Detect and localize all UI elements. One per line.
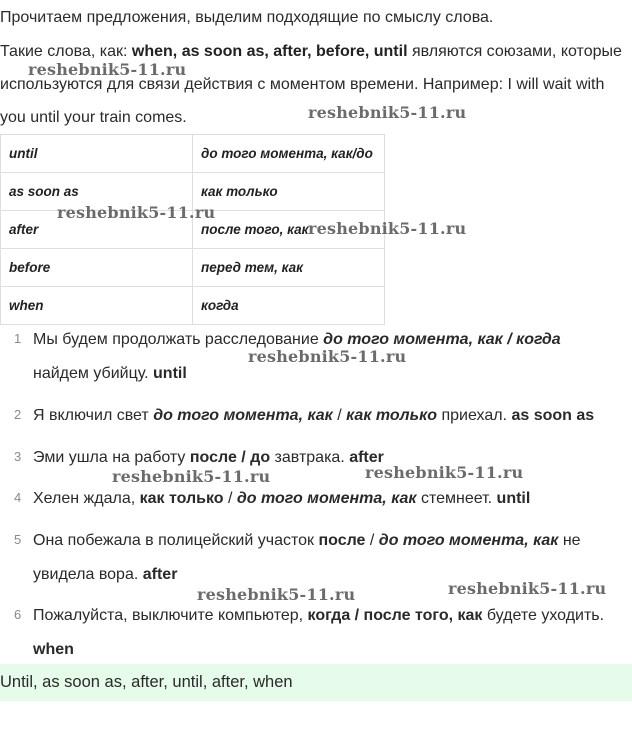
- exercise-answer: as soon as: [511, 407, 595, 424]
- exercise-pre: Я включил свет: [33, 407, 154, 424]
- exercise-options: до того момента, как: [378, 532, 559, 549]
- vocab-ru: перед тем, как: [193, 249, 385, 287]
- vocab-en: before: [1, 249, 193, 287]
- exercise-options: как только: [139, 490, 224, 507]
- exercise-pre: Эми ушла на работу: [33, 449, 190, 466]
- exercise-answer: until: [153, 365, 187, 382]
- intro-start: Такие слова, как:: [0, 43, 132, 60]
- watermark: reshebnik5-11.ru: [448, 579, 607, 598]
- exercise-number: 5: [14, 532, 22, 547]
- exercise-text: [33, 599, 623, 667]
- exercise-post: будете уходить.: [482, 607, 605, 624]
- exercise-answer: until: [496, 490, 531, 507]
- exercise-options: как только: [346, 407, 438, 424]
- vocab-en: after: [1, 211, 193, 249]
- exercise-pre: Хелен ждала,: [33, 490, 140, 507]
- exercise-answer: after: [142, 566, 178, 583]
- watermark: reshebnik5-11.ru: [197, 585, 356, 604]
- exercise-sep: /: [332, 407, 347, 424]
- vocab-en: as soon as: [1, 173, 193, 211]
- table-row: [1, 135, 385, 173]
- watermark: reshebnik5-11.ru: [112, 467, 271, 486]
- exercise-answer: when: [33, 641, 74, 658]
- watermark: reshebnik5-11.ru: [308, 219, 467, 238]
- exercise-text: [33, 482, 623, 516]
- answer-line: Until, as soon as, after, until, after, when: [0, 664, 632, 701]
- vocab-ru: до того момента, как/до: [193, 135, 385, 173]
- exercise-number: 6: [14, 607, 22, 622]
- vocab-ru: как только: [193, 173, 385, 211]
- vocab-en: until: [1, 135, 193, 173]
- exercise-pre: Мы будем продолжать расследование: [33, 331, 324, 348]
- intro-conjunctions: when, as soon as, after, before, until: [131, 43, 408, 60]
- exercise-options: до того момента, как: [236, 490, 417, 507]
- exercise-number: 1: [14, 331, 22, 346]
- watermark: reshebnik5-11.ru: [365, 463, 524, 482]
- vocab-ru: после того, как: [193, 211, 385, 249]
- intro-line: Прочитаем предложения, выделим подходящие по смыслу слова.: [0, 9, 494, 26]
- exercise-options: после: [318, 532, 366, 549]
- exercise-options: до того момента, как: [153, 407, 333, 424]
- watermark: reshebnik5-11.ru: [57, 203, 216, 222]
- exercise-number: 2: [14, 407, 22, 422]
- table-row: [1, 249, 385, 287]
- exercise-options: после / до: [189, 449, 271, 466]
- exercise-post: не увидела вора.: [33, 532, 581, 583]
- exercise-options: до того момента, как / когда: [323, 331, 561, 348]
- table-row: [1, 287, 385, 325]
- exercise-post: завтрака.: [270, 449, 350, 466]
- watermark: reshebnik5-11.ru: [308, 103, 467, 122]
- vocab-ru: когда: [193, 287, 385, 325]
- exercise-post: стемнеет.: [416, 490, 497, 507]
- exercise-text: [33, 399, 623, 433]
- intro-rest: являются союзами, которые используются для связи действия с моментом времени. Например: I will wait with you until your train comes.: [0, 43, 622, 126]
- exercise-answer: after: [349, 449, 384, 466]
- exercise-number: 4: [14, 490, 22, 505]
- exercise-number: 3: [14, 449, 22, 464]
- exercise-options: когда / после того, как: [307, 607, 483, 624]
- exercise-sep: /: [365, 532, 379, 549]
- exercise-post: найдем убийцу.: [33, 365, 154, 382]
- vocab-en: when: [1, 287, 193, 325]
- watermark: reshebnik5-11.ru: [28, 60, 187, 79]
- exercise-pre: Пожалуйста, выключите компьютер,: [33, 607, 308, 624]
- exercise-pre: Она побежала в полицейский участок: [33, 532, 319, 549]
- watermark: reshebnik5-11.ru: [248, 347, 407, 366]
- exercise-sep: /: [223, 490, 237, 507]
- exercise-post: приехал.: [437, 407, 512, 424]
